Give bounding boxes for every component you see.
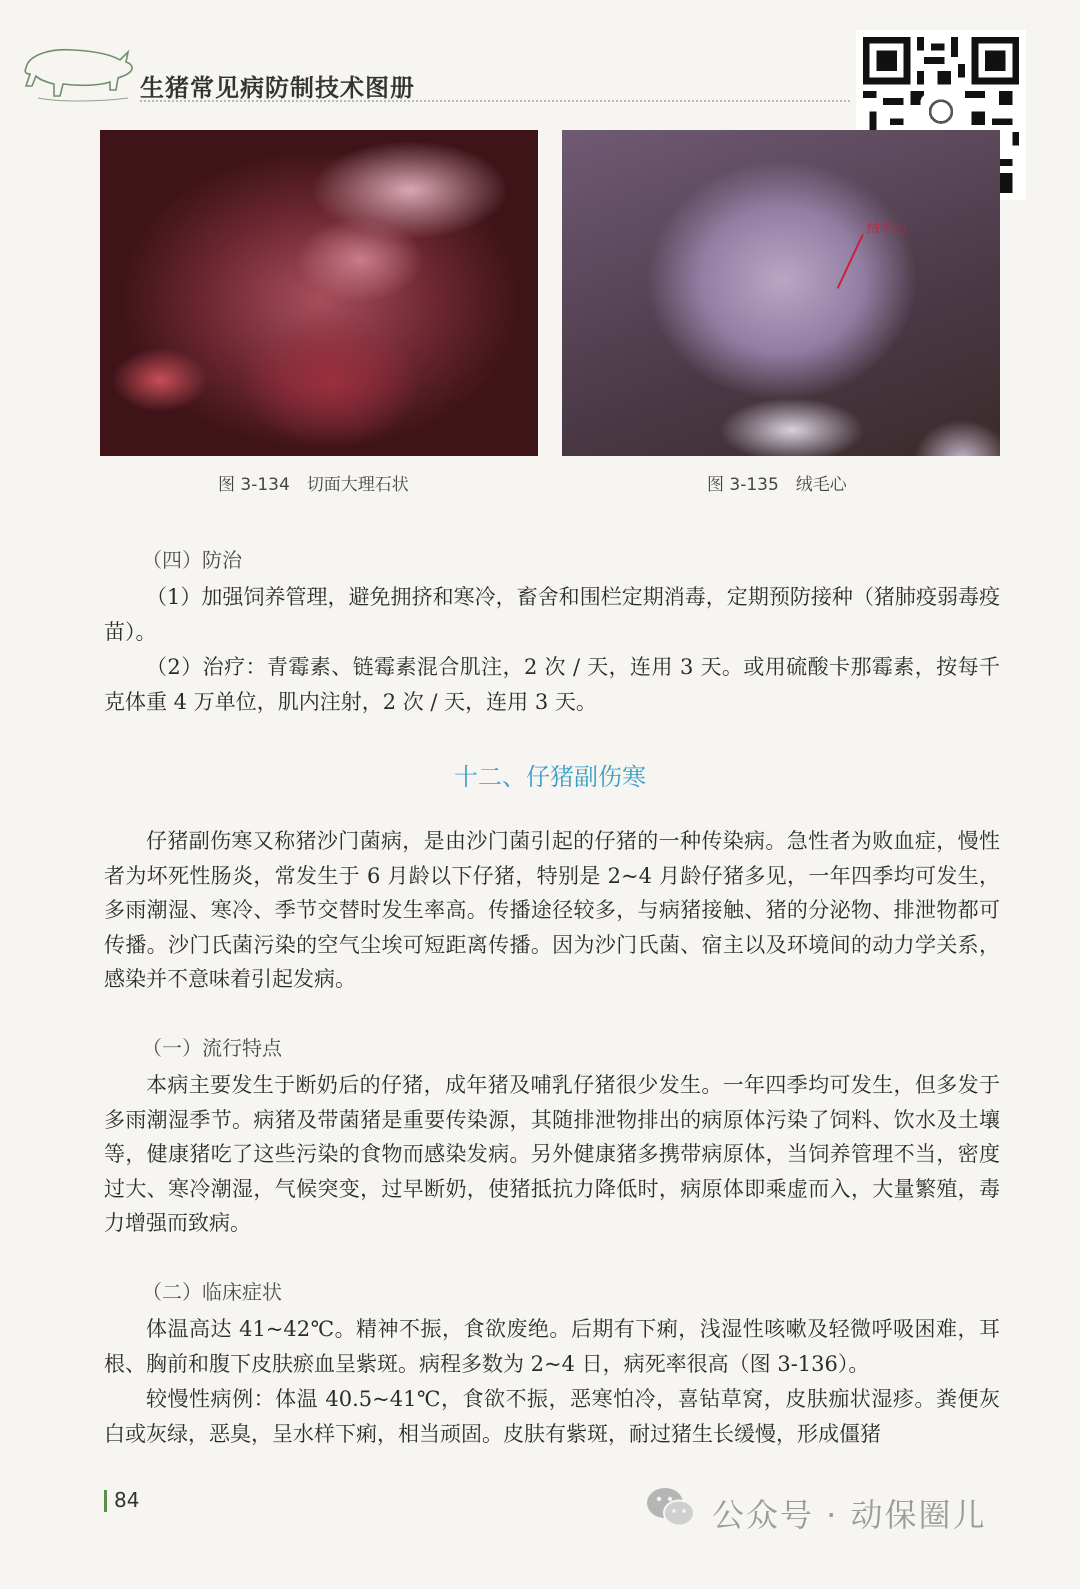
paragraph: 仔猪副伤寒又称猪沙门菌病，是由沙门菌引起的仔猪的一种传染病。急性者为败血症，慢性者为坏死性肠炎，常发生于 6 月龄以下仔猪，特别是 2~4 月龄仔猪多见，一年四季均可发生，多雨潮湿、寒冷、季节交替时发生率高。传播途径较多，与病猪接触、猪的分泌物、排泄物都可传播。沙门氏菌污染的空气尘埃可短距离传播。因为沙门氏菌、宿主以及环境间的动力学关系，感染并不意味着引起发病。 xyxy=(104,829,1000,992)
chapter-title: 十二、仔猪副伤寒 xyxy=(454,763,646,791)
figure-caption: 图 3-134 切面大理石状 xyxy=(218,475,409,495)
paragraph: （2）治疗：青霉素、链霉素混合肌注，2 次 / 天，连用 3 天。或用硫酸卡那霉素，按每千克体重 4 万单位，肌内注射，2 次 / 天，连用 3 天。 xyxy=(104,655,1000,714)
pig-logo-icon xyxy=(18,38,136,106)
paragraph: 体温高达 41~42℃。精神不振，食欲废绝。后期有下痢，浅湿性咳嗽及轻微呼吸困难，耳根、胸前和腹下皮肤瘀血呈紫斑。病程多数为 2~4 日，病死率很高（图 3-136）。 xyxy=(104,1317,1000,1376)
section-heading: （一）流行特点 xyxy=(142,1036,282,1060)
figure-photo-marble-lung xyxy=(100,130,538,456)
watermark-text: 公众号 · 动保圈儿 xyxy=(712,1496,987,1534)
section-heading: （二）临床症状 xyxy=(142,1280,282,1304)
paragraph: （1）加强饲养管理，避免拥挤和寒冷，畜舍和围栏定期消毒，定期预防接种（猪肺疫弱毒疫苗）。 xyxy=(104,585,1000,644)
paragraph: 较慢性病例：体温 40.5~41℃，食欲不振，恶寒怕冷，喜钻草窝，皮肤痂状湿疹。粪便灰白或灰绿，恶臭，呈水样下痢，相当顽固。皮肤有紫斑，耐过猪生长缓慢，形成僵猪 xyxy=(104,1387,1000,1446)
figure-caption: 图 3-135 绒毛心 xyxy=(707,475,847,495)
figure-photo-villous-heart xyxy=(562,130,1000,456)
section-heading: （四）防治 xyxy=(142,548,242,572)
book-title: 生猪常见病防制技术图册 xyxy=(140,74,415,102)
annotation-pointer xyxy=(837,234,864,289)
page-number-bar xyxy=(104,1490,107,1512)
paragraph: 本病主要发生于断奶后的仔猪，成年猪及哺乳仔猪很少发生。一年四季均可发生，但多发于多雨潮湿季节。病猪及带菌猪是重要传染源，其随排泄物排出的病原体污染了饲料、饮水及土壤等，健康猪吃了这些污染的食物而感染发病。另外健康猪多携带病原体，当饲养管理不当，密度过大、寒冷潮湿，气候突变，过早断奶，使猪抵抗力降低时，病原体即乘虚而入，大量繁殖，毒力增强而致病。 xyxy=(104,1073,1000,1236)
wechat-icon xyxy=(645,1485,697,1529)
photo-annotation-label: 绒毛心 xyxy=(867,222,907,237)
page-number: 84 xyxy=(114,1488,140,1512)
header-divider xyxy=(140,100,850,102)
